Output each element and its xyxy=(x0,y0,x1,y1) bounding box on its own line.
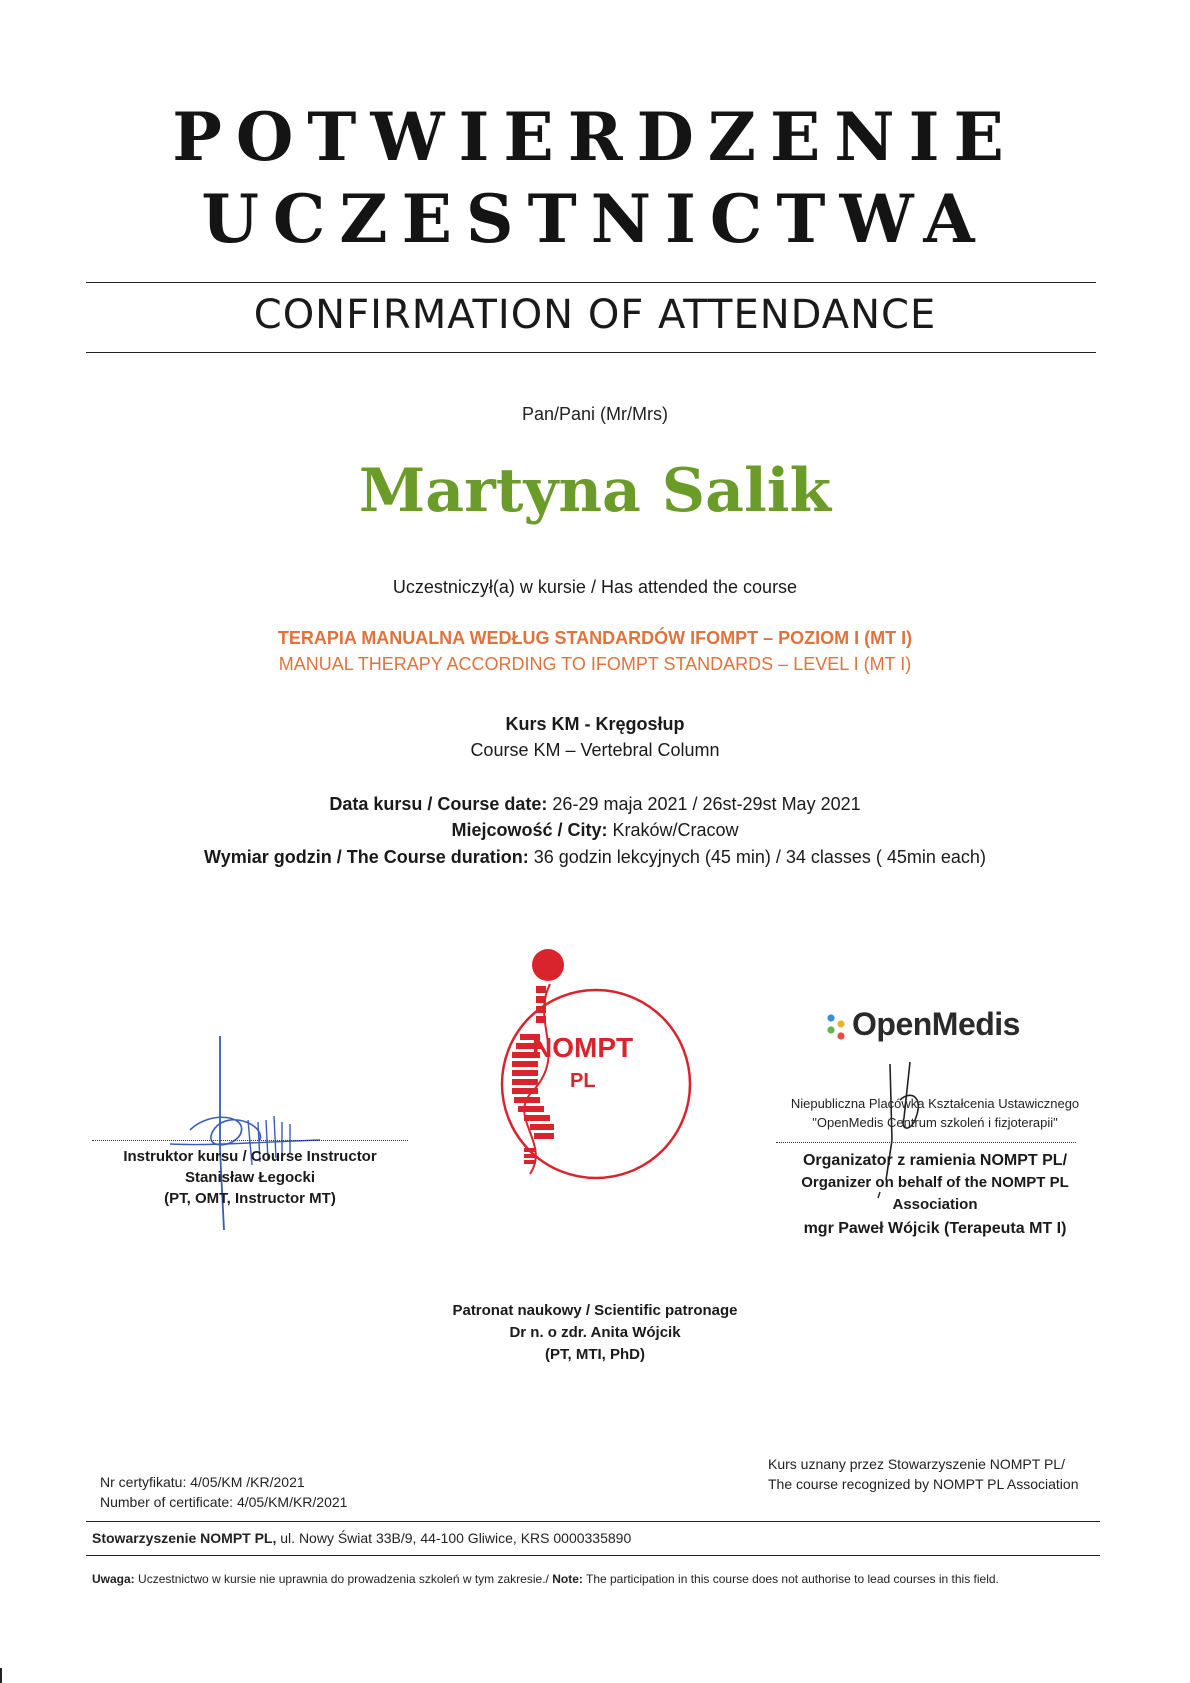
organizer-institution xyxy=(770,1094,1100,1132)
instructor-signature-line xyxy=(92,1140,408,1141)
course-duration-label: Wymiar godzin / The Course duration: xyxy=(204,847,529,867)
openmedis-logo xyxy=(826,1008,1026,1048)
certificate-number-block xyxy=(100,1472,347,1512)
organizer-name: mgr Paweł Wójcik (Terapeuta MT I) xyxy=(803,1220,1067,1237)
footer-rule-top xyxy=(86,1521,1100,1522)
course-date xyxy=(0,794,1190,815)
module-en: Course KM – Vertebral Column xyxy=(470,740,720,760)
organizer-role-pl: Organizator z ramienia NOMPT PL/ xyxy=(802,1152,1068,1169)
footer-note-label: Uwaga: xyxy=(92,1572,135,1586)
course-title-pl: TERAPIA MANUALNA WEDŁUG STANDARDÓW IFOMPT – POZIOM I (MT I) xyxy=(277,628,913,648)
footer-note-label-en: Note: xyxy=(552,1572,583,1586)
organizer-institution-line1: Niepubliczna Placówka Kształcenia Ustawicznego xyxy=(790,1096,1080,1111)
footer-note xyxy=(92,1572,999,1586)
course-city-label: Miejcowość / City: xyxy=(451,820,608,840)
organizer-role-en2: Association xyxy=(892,1196,978,1213)
organizer-role-en: Organizer on behalf of the NOMPT PL xyxy=(801,1174,1069,1191)
nompt-logo-pl: PL xyxy=(570,1070,596,1092)
footer-note-pl: Uczestnictwo w kursie nie uprawnia do prowadzenia szkoleń w tym zakresie./ xyxy=(134,1572,553,1586)
course-date-label: Data kursu / Course date: xyxy=(329,794,548,814)
title-line-1: POTWIERDZENIE xyxy=(172,98,1018,176)
course-duration xyxy=(0,847,1190,868)
instructor-name: Stanisław Łegocki xyxy=(184,1169,316,1186)
openmedis-logo-text: OpenMedis xyxy=(852,1006,1020,1042)
title-line-2: UCZESTNICTWA xyxy=(201,180,989,258)
organizer-institution-line2: "OpenMedis Centrum szkoleń i fizjoterapii" xyxy=(812,1115,1058,1130)
instructor-role: Instruktor kursu / Course Instructor xyxy=(123,1148,377,1165)
footer-org-name: Stowarzyszenie NOMPT PL, xyxy=(92,1530,277,1546)
instructor-block xyxy=(92,1146,408,1209)
course-city xyxy=(0,820,1190,841)
patronage-name: Dr n. o zdr. Anita Wójcik xyxy=(509,1324,681,1341)
certificate-number-en: Number of certificate: 4/05/KM/KR/2021 xyxy=(100,1494,348,1510)
recognition-block xyxy=(768,1454,1078,1494)
module-pl: Kurs KM - Kręgosłup xyxy=(505,714,685,734)
openmedis-dots-icon xyxy=(826,1012,848,1042)
course-city-value: Kraków/Cracow xyxy=(607,820,739,840)
footer-org-address: ul. Nowy Świat 33B/9, 44-100 Gliwice, KRS 0000335890 xyxy=(276,1530,632,1546)
patronage-label: Patronat naukowy / Scientific patronage xyxy=(452,1302,738,1319)
course-duration-value: 36 godzin lekcyjnych (45 min) / 34 classes ( 45min each) xyxy=(528,847,986,867)
scan-edge-mark xyxy=(0,1668,2,1683)
recognition-en: The course recognized by NOMPT PL Association xyxy=(768,1476,1079,1492)
course-title-en: MANUAL THERAPY ACCORDING TO IFOMPT STANDARDS – LEVEL I (MT I) xyxy=(278,654,912,674)
attended-text: Uczestniczył(a) w kursie / Has attended the course xyxy=(392,577,798,597)
nompt-logo-graphic xyxy=(490,944,700,1192)
nompt-logo-text: NOMPT xyxy=(532,1032,634,1063)
organizer-signature-line xyxy=(776,1142,1076,1143)
certificate-number-pl: Nr certyfikatu: 4/05/KM /KR/2021 xyxy=(100,1474,305,1490)
salutation: Pan/Pani (Mr/Mrs) xyxy=(521,404,669,424)
english-title: CONFIRMATION OF ATTENDANCE xyxy=(253,292,937,338)
course-date-value: 26-29 maja 2021 / 26st-29st May 2021 xyxy=(547,794,861,814)
footer-organization xyxy=(92,1530,631,1546)
heading-rule-top xyxy=(86,282,1096,283)
instructor-titles: (PT, OMT, Instructor MT) xyxy=(164,1190,336,1207)
recognition-pl: Kurs uznany przez Stowarzyszenie NOMPT PL/ xyxy=(768,1456,1065,1472)
organizer-block xyxy=(770,1150,1100,1240)
heading-rule-bottom xyxy=(86,352,1096,353)
nompt-logo xyxy=(490,944,700,1192)
patronage-block xyxy=(0,1300,1190,1366)
footer-rule-bottom xyxy=(86,1555,1100,1556)
patronage-titles: (PT, MTI, PhD) xyxy=(545,1346,645,1363)
footer-note-en: The participation in this course does not authorise to lead courses in this field. xyxy=(582,1572,999,1586)
recipient-name: Martyna Salik xyxy=(358,456,832,526)
